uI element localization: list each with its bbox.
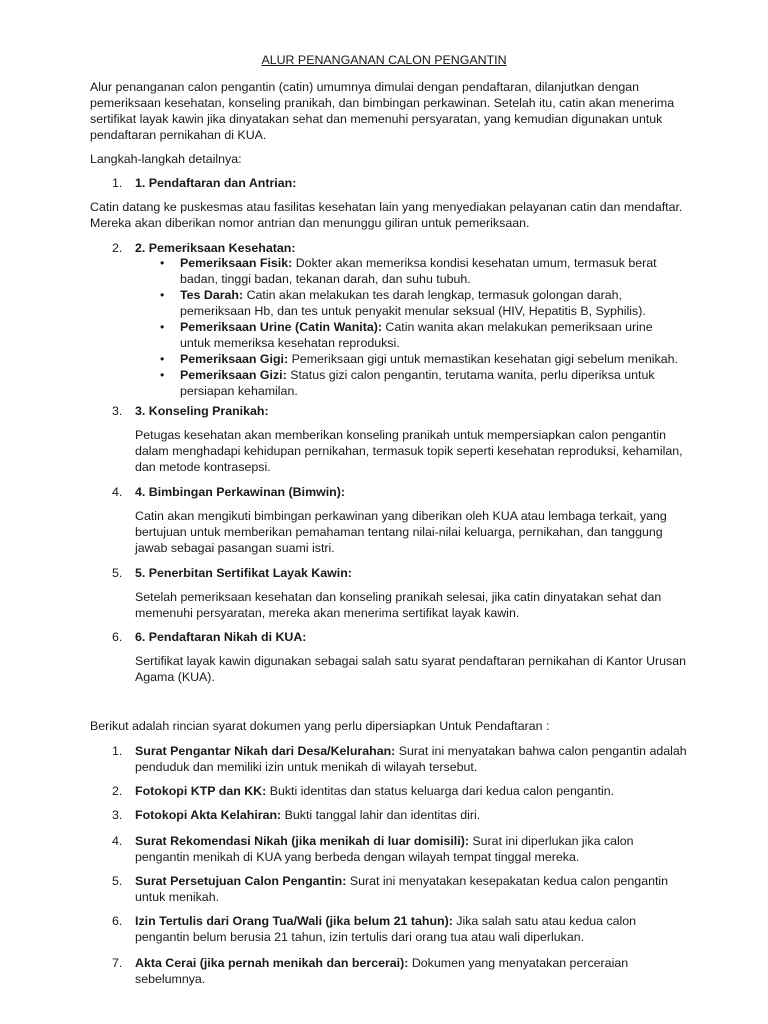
step-number: 2. [112,241,123,255]
doc-number: 3. [112,808,123,822]
doc-desc: Surat ini diperlukan jika calon pengantin menikah di KUA yang berbeda dengan wilayah tempat tinggal mereka. [135,834,634,864]
list-item [160,367,680,399]
doc-label: Fotokopi Akta Kelahiran: [135,808,282,822]
step-title: 2. Pemeriksaan Kesehatan: [135,241,296,255]
doc-label: Surat Pengantar Nikah dari Desa/Kelurahan: [135,744,396,758]
doc-text [135,833,690,865]
health-check-label: Pemeriksaan Gizi: [180,368,287,382]
health-check-text: Pemeriksaan gigi untuk memastikan kesehatan gigi sebelum menikah. [288,352,678,366]
step-number: 3. [112,404,123,418]
doc-number: 4. [112,834,123,848]
intro-text: Alur penanganan calon pengantin (catin) umumnya dimulai dengan pendaftaran, dilanjutkan dengan pemeriksaan kesehatan, konseling pranikah, dan bimbingan perkawinan. Setelah itu, catin akan menerima sertifikat layak kawin jika dinyatakan sehat dan memenuhi persyaratan, yang kemudian digunakan untuk pendaftaran pernikahan di KUA. [90,80,675,142]
step-number: 6. [112,630,123,644]
list-item [160,255,680,287]
steps-heading: Langkah-langkah detailnya: [90,152,242,166]
bullet-icon: • [160,288,165,302]
doc-text [135,743,690,775]
doc-desc: Surat ini menyatakan kesepakatan kedua calon pengantin untuk menikah. [135,874,669,904]
doc-label: Surat Persetujuan Calon Pengantin: [135,874,347,888]
step-number: 1. [112,176,123,190]
doc-label: Akta Cerai (jika pernah menikah dan bercerai): [135,956,409,970]
doc-number: 2. [112,784,123,798]
health-check-text: Dokter akan memeriksa kondisi kesehatan umum, termasuk berat badan, tinggi badan, tekanan darah, dan suhu tubuh. [180,256,657,286]
list-item [160,351,680,367]
doc-text [135,783,690,799]
health-check-text: Catin wanita akan melakukan pemeriksaan urine untuk memeriksa kesehatan reproduksi. [180,320,653,350]
page-title: ALUR PENANGANAN CALON PENGANTIN [261,53,507,67]
bullet-icon: • [160,368,165,382]
health-check-label: Pemeriksaan Urine (Catin Wanita): [180,320,382,334]
health-check-list [160,255,680,399]
doc-desc: Bukti tanggal lahir dan identitas diri. [281,808,481,822]
bullet-icon: • [160,352,165,366]
step-title: 1. Pendaftaran dan Antrian: [135,176,297,190]
doc-text [135,807,690,823]
doc-desc: Bukti identitas dan status keluarga dari kedua calon pengantin. [266,784,615,798]
doc-label: Izin Tertulis dari Orang Tua/Wali (jika belum 21 tahun): [135,914,453,928]
doc-number: 5. [112,874,123,888]
step-body: Setelah pemeriksaan kesehatan dan konseling pranikah selesai, jika catin dinyatakan sehat dan memenuhi persyaratan, mereka akan menerima sertifikat layak kawin. [135,590,662,620]
step-number: 4. [112,485,123,499]
list-item [160,319,680,351]
step-body: Catin akan mengikuti bimbingan perkawinan yang diberikan oleh KUA atau lembaga terkait, yang bertujuan untuk memberikan pemahaman tentang nilai-nilai keluarga, pernikahan, dan tanggung jawab sebagai pasangan suami istri. [135,509,667,555]
step-title: 5. Penerbitan Sertifikat Layak Kawin: [135,566,352,580]
health-check-label: Pemeriksaan Gigi: [180,352,289,366]
intro-paragraph [90,79,690,143]
health-check-label: Pemeriksaan Fisik: [180,256,293,270]
doc-desc: Jika salah satu atau kedua calon pengantin belum berusia 21 tahun, izin tertulis dari orang tua atau wali diperlukan. [135,914,637,944]
doc-text [135,955,690,987]
health-check-text: Catin akan melakukan tes darah lengkap, termasuk golongan darah, pemeriksaan Hb, dan tes untuk penyakit menular seksual (HIV, Hepatitis B, Syphilis). [180,288,646,318]
doc-number: 6. [112,914,123,928]
step-title: 3. Konseling Pranikah: [135,404,269,418]
doc-label: Fotokopi KTP dan KK: [135,784,267,798]
doc-number: 1. [112,744,123,758]
doc-text [135,913,690,945]
step-title: 6. Pendaftaran Nikah di KUA: [135,630,307,644]
step-number: 5. [112,566,123,580]
doc-number: 7. [112,956,123,970]
docs-heading: Berikut adalah rincian syarat dokumen yang perlu dipersiapkan Untuk Pendaftaran : [90,719,550,733]
doc-desc: Dokumen yang menyatakan perceraian sebelumnya. [135,956,629,986]
list-item [160,287,680,319]
doc-label: Surat Rekomendasi Nikah (jika menikah di luar domisili): [135,834,469,848]
health-check-text: Status gizi calon pengantin, terutama wanita, perlu diperiksa untuk persiapan kehamilan. [180,368,655,398]
step-body: Sertifikat layak kawin digunakan sebagai salah satu syarat pendaftaran pernikahan di Kantor Urusan Agama (KUA). [135,654,687,684]
step-body: Catin datang ke puskesmas atau fasilitas kesehatan lain yang menyediakan pelayanan catin dan mendaftar. Mereka akan diberikan nomor antrian dan menunggu giliran untuk pemeriksaan. [90,200,683,230]
bullet-icon: • [160,256,165,270]
health-check-label: Tes Darah: [180,288,244,302]
bullet-icon: • [160,320,165,334]
doc-desc: Surat ini menyatakan bahwa calon pengantin adalah penduduk dan memiliki izin untuk menikah di wilayah tersebut. [135,744,687,774]
doc-text [135,873,690,905]
step-body: Petugas kesehatan akan memberikan konseling pranikah untuk mempersiapkan calon pengantin dalam menghadapi kehidupan pernikahan, termasuk topik seperti kesehatan reproduksi, kehamilan, dan metode kontrasepsi. [135,428,683,474]
step-title: 4. Bimbingan Perkawinan (Bimwin): [135,485,345,499]
